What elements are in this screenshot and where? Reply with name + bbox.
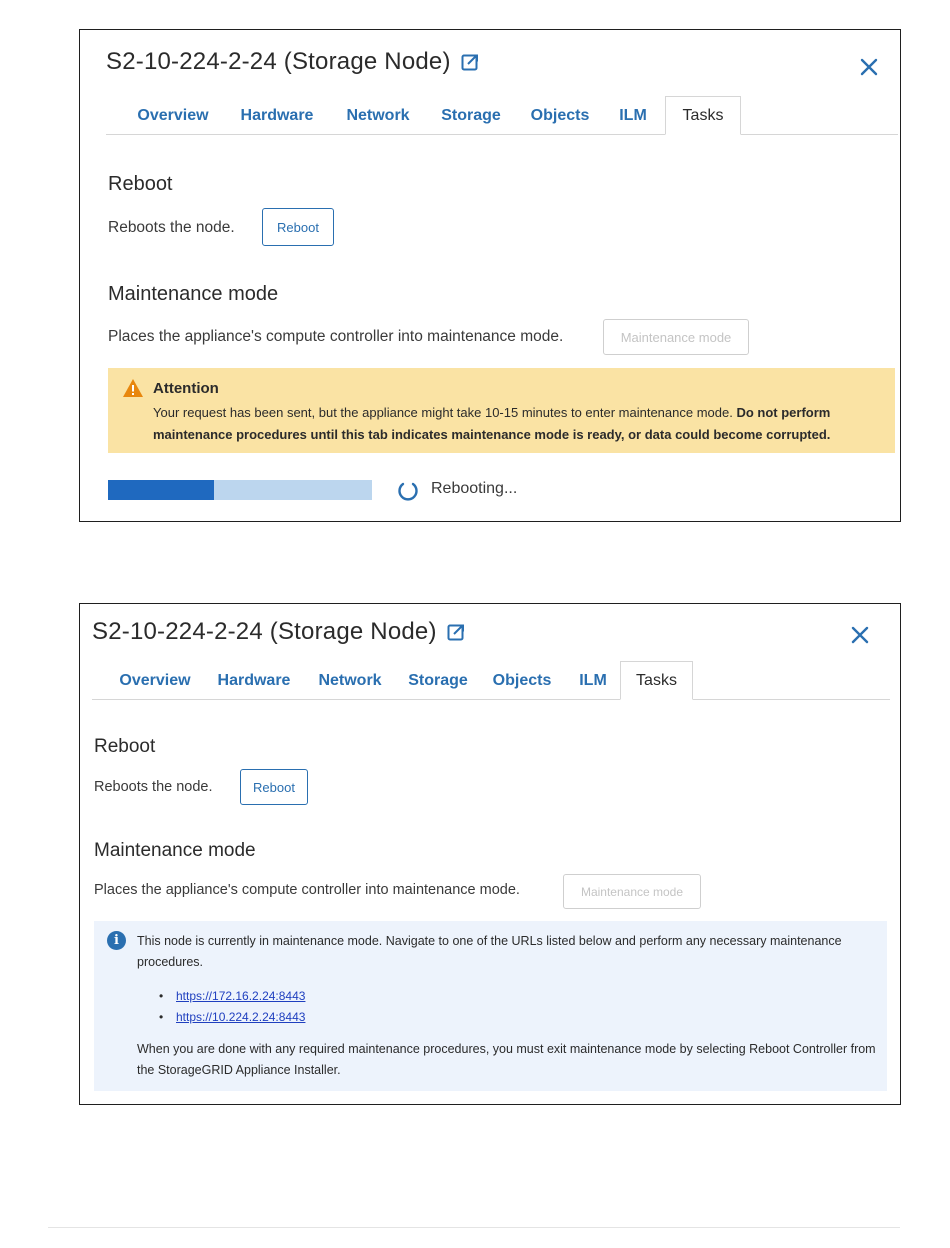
tab-overview[interactable]: Overview: [119, 671, 191, 689]
attention-body-text: Your request has been sent, but the appliance might take 10-15 minutes to enter maintenance mode.: [153, 405, 737, 420]
spinner-icon: [397, 480, 419, 502]
node-dialog-rebooting: [79, 29, 901, 522]
reboot-heading: Reboot: [108, 173, 173, 195]
maintenance-description: Places the appliance's compute controller into maintenance mode.: [108, 328, 564, 345]
maintenance-heading: Maintenance mode: [94, 840, 256, 861]
dialog-title-text: S2-10-224-2-24 (Storage Node): [106, 48, 451, 75]
node-dialog-maintenance: [79, 603, 901, 1105]
tab-bar: [106, 96, 898, 135]
reboot-button[interactable]: Reboot: [262, 208, 334, 246]
maintenance-description: Places the appliance's compute controller into maintenance mode.: [94, 882, 520, 898]
close-icon[interactable]: [859, 57, 879, 77]
attention-body-warning: Do not perform maintenance procedures until this tab indicates maintenance mode is ready, or data could become corrupted.: [153, 405, 831, 442]
warning-icon: [122, 378, 144, 398]
list-item: [159, 986, 305, 1007]
attention-alert: [108, 368, 895, 453]
tab-tasks[interactable]: Tasks: [665, 96, 741, 135]
tab-network[interactable]: Network: [318, 671, 382, 689]
tab-objects[interactable]: Objects: [530, 106, 590, 124]
dialog-title: [92, 618, 465, 646]
tab-ilm[interactable]: ILM: [619, 106, 647, 124]
maintenance-info-alert: [94, 921, 887, 1091]
reboot-status-text: Rebooting...: [431, 480, 518, 497]
attention-body: [153, 402, 883, 446]
tab-objects[interactable]: Objects: [492, 671, 552, 689]
tab-storage[interactable]: Storage: [408, 671, 468, 689]
reboot-progress-bar: [108, 480, 372, 500]
close-icon[interactable]: [850, 625, 870, 645]
tab-bar: [92, 661, 890, 700]
maintenance-mode-button[interactable]: Maintenance mode: [563, 874, 701, 909]
tab-hardware[interactable]: Hardware: [217, 671, 291, 689]
reboot-button[interactable]: Reboot: [240, 769, 308, 805]
attention-title: Attention: [153, 380, 219, 397]
info-footer: When you are done with any required maintenance procedures, you must exit maintenance mode by selecting Reboot Controller from the StorageGRID Appliance Installer.: [137, 1042, 876, 1077]
tab-overview[interactable]: Overview: [137, 106, 209, 124]
maintenance-mode-button[interactable]: Maintenance mode: [603, 319, 749, 355]
reboot-heading: Reboot: [94, 736, 156, 757]
dialog-title: [106, 48, 479, 76]
list-item: [159, 1007, 305, 1028]
tab-storage[interactable]: Storage: [441, 106, 501, 124]
tab-hardware[interactable]: Hardware: [240, 106, 314, 124]
external-link-icon[interactable]: [447, 623, 465, 641]
tab-tasks[interactable]: Tasks: [620, 661, 693, 700]
reboot-progress-fill: [108, 480, 214, 500]
tab-network[interactable]: Network: [346, 106, 410, 124]
info-message: This node is currently in maintenance mode. Navigate to one of the URLs listed below and perform any necessary maintenance procedures.: [137, 934, 842, 969]
maintenance-url-link[interactable]: https://10.224.2.24:8443: [176, 1010, 306, 1024]
info-icon: i: [107, 931, 126, 950]
dialog-title-text: S2-10-224-2-24 (Storage Node): [92, 618, 437, 645]
divider: [48, 1227, 900, 1228]
tab-ilm[interactable]: ILM: [579, 671, 607, 689]
reboot-description: Reboots the node.: [94, 779, 213, 795]
maintenance-heading: Maintenance mode: [108, 283, 279, 305]
external-link-icon[interactable]: [461, 53, 479, 71]
reboot-description: Reboots the node.: [108, 219, 235, 236]
maintenance-url-link[interactable]: https://172.16.2.24:8443: [176, 989, 306, 1003]
url-list: [159, 986, 305, 1028]
